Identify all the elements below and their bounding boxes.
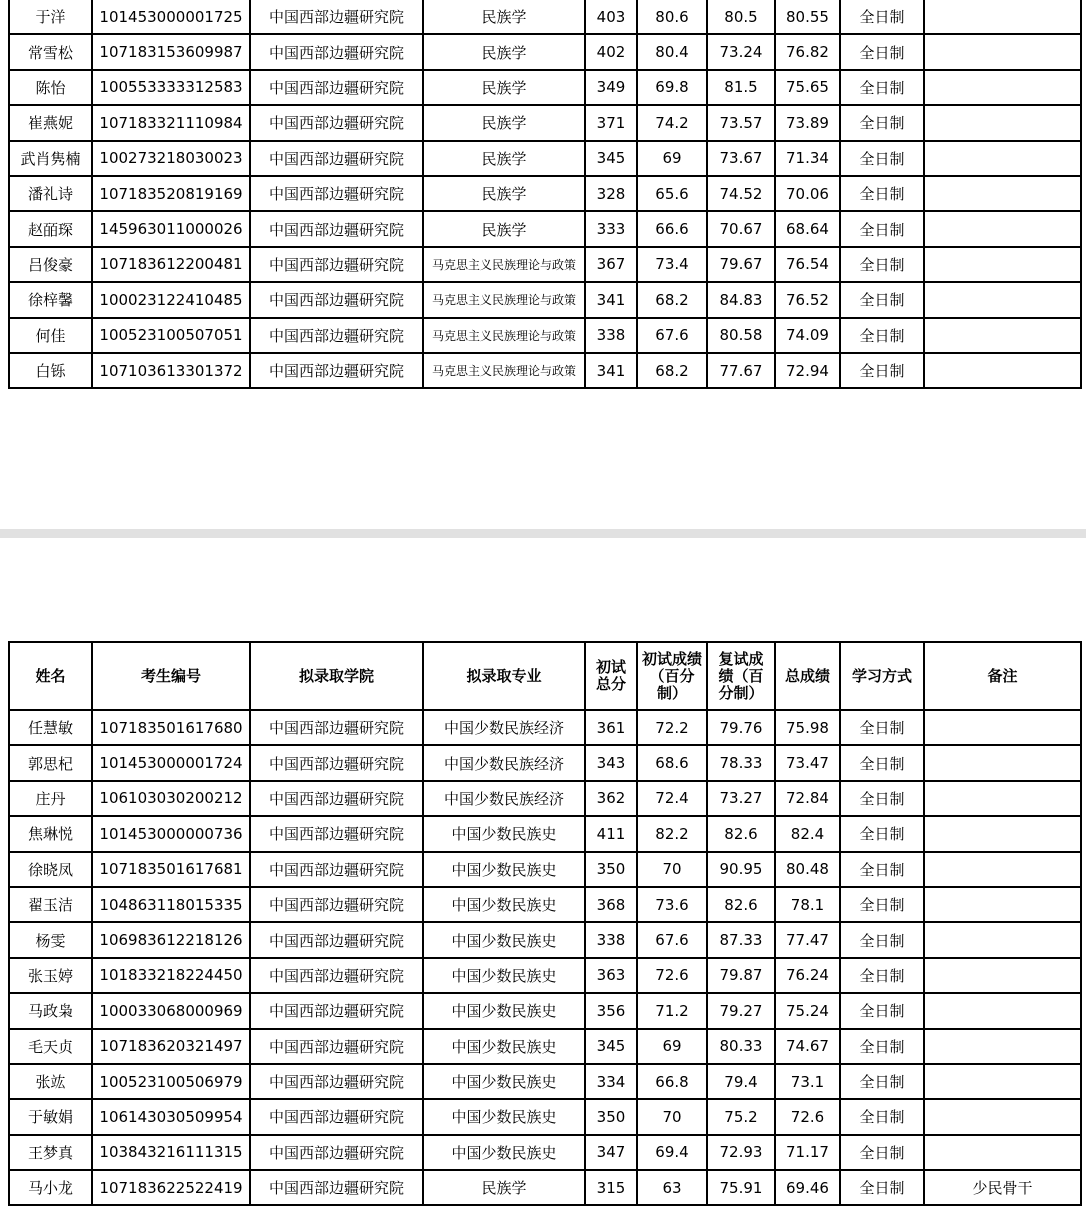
cell-name: 张玉婷 xyxy=(9,958,92,993)
cell-initial-total: 343 xyxy=(585,745,637,780)
cell-study-mode: 全日制 xyxy=(840,176,924,211)
cell-study-mode: 全日制 xyxy=(840,141,924,176)
cell-name: 潘礼诗 xyxy=(9,176,92,211)
table-row xyxy=(9,1064,1081,1099)
cell-initial-total: 349 xyxy=(585,70,637,105)
cell-total-score: 80.55 xyxy=(775,0,840,34)
cell-name: 于敏娟 xyxy=(9,1099,92,1134)
cell-retest-score: 73.67 xyxy=(707,141,775,176)
header-initial-score: 初试成绩（百分制） xyxy=(637,642,707,710)
cell-initial-total: 315 xyxy=(585,1170,637,1205)
cell-name: 翟玉洁 xyxy=(9,887,92,922)
cell-exam-id: 107183321110984 xyxy=(92,105,250,140)
cell-study-mode: 全日制 xyxy=(840,318,924,353)
cell-college: 中国西部边疆研究院 xyxy=(250,105,423,140)
cell-exam-id: 145963011000026 xyxy=(92,211,250,246)
cell-name: 崔燕妮 xyxy=(9,105,92,140)
cell-retest-score: 90.95 xyxy=(707,852,775,887)
cell-exam-id: 107103613301372 xyxy=(92,353,250,388)
cell-initial-score: 68.2 xyxy=(637,282,707,317)
cell-exam-id: 100523100507051 xyxy=(92,318,250,353)
cell-study-mode: 全日制 xyxy=(840,1135,924,1170)
cell-study-mode: 全日制 xyxy=(840,211,924,246)
cell-initial-score: 70 xyxy=(637,852,707,887)
cell-remarks xyxy=(924,958,1081,993)
cell-study-mode: 全日制 xyxy=(840,34,924,69)
cell-name: 常雪松 xyxy=(9,34,92,69)
header-exam-id: 考生编号 xyxy=(92,642,250,710)
cell-name: 白铄 xyxy=(9,353,92,388)
cell-initial-score: 67.6 xyxy=(637,922,707,957)
cell-major: 民族学 xyxy=(423,211,585,246)
table-row xyxy=(9,282,1081,317)
table-row xyxy=(9,887,1081,922)
cell-initial-score: 73.6 xyxy=(637,887,707,922)
cell-remarks xyxy=(924,176,1081,211)
cell-total-score: 75.24 xyxy=(775,993,840,1028)
cell-total-score: 71.17 xyxy=(775,1135,840,1170)
cell-retest-score: 82.6 xyxy=(707,816,775,851)
cell-total-score: 73.47 xyxy=(775,745,840,780)
cell-study-mode: 全日制 xyxy=(840,710,924,745)
header-study-mode: 学习方式 xyxy=(840,642,924,710)
cell-initial-total: 338 xyxy=(585,922,637,957)
cell-remarks xyxy=(924,993,1081,1028)
cell-total-score: 73.1 xyxy=(775,1064,840,1099)
cell-study-mode: 全日制 xyxy=(840,745,924,780)
cell-college: 中国西部边疆研究院 xyxy=(250,710,423,745)
cell-total-score: 69.46 xyxy=(775,1170,840,1205)
cell-study-mode: 全日制 xyxy=(840,993,924,1028)
table-header-row xyxy=(9,642,1081,710)
table-row xyxy=(9,318,1081,353)
cell-name: 马小龙 xyxy=(9,1170,92,1205)
cell-initial-total: 362 xyxy=(585,781,637,816)
cell-college: 中国西部边疆研究院 xyxy=(250,34,423,69)
table-row xyxy=(9,922,1081,957)
cell-initial-score: 70 xyxy=(637,1099,707,1134)
cell-retest-score: 74.52 xyxy=(707,176,775,211)
table-row xyxy=(9,745,1081,780)
cell-major: 马克思主义民族理论与政策 xyxy=(423,353,585,388)
cell-total-score: 75.98 xyxy=(775,710,840,745)
cell-remarks: 少民骨干 xyxy=(924,1170,1081,1205)
cell-retest-score: 82.6 xyxy=(707,887,775,922)
cell-college: 中国西部边疆研究院 xyxy=(250,745,423,780)
cell-initial-total: 350 xyxy=(585,1099,637,1134)
cell-college: 中国西部边疆研究院 xyxy=(250,1170,423,1205)
cell-retest-score: 75.91 xyxy=(707,1170,775,1205)
cell-college: 中国西部边疆研究院 xyxy=(250,247,423,282)
cell-major: 中国少数民族史 xyxy=(423,958,585,993)
cell-college: 中国西部边疆研究院 xyxy=(250,958,423,993)
cell-major: 民族学 xyxy=(423,0,585,34)
cell-retest-score: 70.67 xyxy=(707,211,775,246)
cell-college: 中国西部边疆研究院 xyxy=(250,141,423,176)
cell-remarks xyxy=(924,710,1081,745)
cell-initial-total: 367 xyxy=(585,247,637,282)
cell-initial-score: 68.2 xyxy=(637,353,707,388)
cell-initial-score: 71.2 xyxy=(637,993,707,1028)
cell-remarks xyxy=(924,922,1081,957)
table-row xyxy=(9,993,1081,1028)
admission-table-bottom-body xyxy=(9,710,1081,1205)
table-row xyxy=(9,176,1081,211)
cell-retest-score: 78.33 xyxy=(707,745,775,780)
cell-major: 中国少数民族史 xyxy=(423,922,585,957)
cell-remarks xyxy=(924,141,1081,176)
cell-college: 中国西部边疆研究院 xyxy=(250,781,423,816)
cell-exam-id: 107183501617680 xyxy=(92,710,250,745)
admission-table-bottom xyxy=(8,641,1082,1206)
cell-major: 民族学 xyxy=(423,70,585,105)
cell-college: 中国西部边疆研究院 xyxy=(250,993,423,1028)
cell-study-mode: 全日制 xyxy=(840,887,924,922)
cell-college: 中国西部边疆研究院 xyxy=(250,70,423,105)
cell-total-score: 75.65 xyxy=(775,70,840,105)
cell-initial-score: 80.4 xyxy=(637,34,707,69)
cell-initial-score: 73.4 xyxy=(637,247,707,282)
cell-initial-score: 69 xyxy=(637,141,707,176)
header-retest-score: 复试成绩（百分制） xyxy=(707,642,775,710)
cell-total-score: 72.6 xyxy=(775,1099,840,1134)
cell-college: 中国西部边疆研究院 xyxy=(250,318,423,353)
cell-exam-id: 107183620321497 xyxy=(92,1029,250,1064)
cell-total-score: 80.48 xyxy=(775,852,840,887)
cell-study-mode: 全日制 xyxy=(840,816,924,851)
cell-college: 中国西部边疆研究院 xyxy=(250,176,423,211)
cell-college: 中国西部边疆研究院 xyxy=(250,1029,423,1064)
cell-name: 任慧敏 xyxy=(9,710,92,745)
cell-initial-score: 80.6 xyxy=(637,0,707,34)
cell-remarks xyxy=(924,816,1081,851)
cell-retest-score: 79.67 xyxy=(707,247,775,282)
cell-exam-id: 101833218224450 xyxy=(92,958,250,993)
cell-study-mode: 全日制 xyxy=(840,0,924,34)
cell-major: 中国少数民族经济 xyxy=(423,745,585,780)
header-total-score: 总成绩 xyxy=(775,642,840,710)
cell-initial-total: 403 xyxy=(585,0,637,34)
cell-college: 中国西部边疆研究院 xyxy=(250,852,423,887)
cell-total-score: 74.67 xyxy=(775,1029,840,1064)
cell-major: 中国少数民族经济 xyxy=(423,781,585,816)
cell-study-mode: 全日制 xyxy=(840,958,924,993)
cell-major: 民族学 xyxy=(423,176,585,211)
cell-name: 王梦真 xyxy=(9,1135,92,1170)
cell-name: 杨雯 xyxy=(9,922,92,957)
cell-retest-score: 87.33 xyxy=(707,922,775,957)
table-row xyxy=(9,353,1081,388)
cell-initial-score: 66.6 xyxy=(637,211,707,246)
cell-study-mode: 全日制 xyxy=(840,781,924,816)
cell-major: 中国少数民族经济 xyxy=(423,710,585,745)
cell-major: 中国少数民族史 xyxy=(423,1064,585,1099)
cell-exam-id: 101453000001724 xyxy=(92,745,250,780)
cell-name: 马政枭 xyxy=(9,993,92,1028)
cell-major: 马克思主义民族理论与政策 xyxy=(423,282,585,317)
cell-name: 徐梓馨 xyxy=(9,282,92,317)
cell-remarks xyxy=(924,1099,1081,1134)
cell-major: 中国少数民族史 xyxy=(423,1029,585,1064)
cell-total-score: 76.82 xyxy=(775,34,840,69)
cell-initial-total: 341 xyxy=(585,353,637,388)
cell-initial-score: 69.4 xyxy=(637,1135,707,1170)
cell-exam-id: 107183501617681 xyxy=(92,852,250,887)
cell-major: 民族学 xyxy=(423,105,585,140)
cell-total-score: 71.34 xyxy=(775,141,840,176)
cell-exam-id: 103843216111315 xyxy=(92,1135,250,1170)
cell-retest-score: 73.57 xyxy=(707,105,775,140)
cell-initial-total: 328 xyxy=(585,176,637,211)
cell-initial-score: 68.6 xyxy=(637,745,707,780)
cell-retest-score: 80.58 xyxy=(707,318,775,353)
cell-remarks xyxy=(924,0,1081,34)
cell-initial-total: 334 xyxy=(585,1064,637,1099)
cell-remarks xyxy=(924,70,1081,105)
cell-total-score: 73.89 xyxy=(775,105,840,140)
table-row xyxy=(9,1170,1081,1205)
cell-study-mode: 全日制 xyxy=(840,1064,924,1099)
cell-retest-score: 72.93 xyxy=(707,1135,775,1170)
cell-name: 于洋 xyxy=(9,0,92,34)
cell-initial-total: 411 xyxy=(585,816,637,851)
cell-initial-total: 368 xyxy=(585,887,637,922)
table-row xyxy=(9,816,1081,851)
cell-college: 中国西部边疆研究院 xyxy=(250,1064,423,1099)
header-major: 拟录取专业 xyxy=(423,642,585,710)
cell-study-mode: 全日制 xyxy=(840,1029,924,1064)
cell-retest-score: 79.87 xyxy=(707,958,775,993)
cell-name: 吕俊豪 xyxy=(9,247,92,282)
cell-retest-score: 80.33 xyxy=(707,1029,775,1064)
cell-name: 徐晓凤 xyxy=(9,852,92,887)
cell-exam-id: 100553333312583 xyxy=(92,70,250,105)
cell-exam-id: 106143030509954 xyxy=(92,1099,250,1134)
cell-remarks xyxy=(924,105,1081,140)
cell-study-mode: 全日制 xyxy=(840,282,924,317)
cell-initial-total: 338 xyxy=(585,318,637,353)
cell-total-score: 77.47 xyxy=(775,922,840,957)
cell-initial-total: 345 xyxy=(585,141,637,176)
cell-initial-score: 82.2 xyxy=(637,816,707,851)
cell-college: 中国西部边疆研究院 xyxy=(250,887,423,922)
cell-remarks xyxy=(924,353,1081,388)
cell-total-score: 72.94 xyxy=(775,353,840,388)
cell-major: 民族学 xyxy=(423,34,585,69)
cell-name: 陈怡 xyxy=(9,70,92,105)
cell-initial-total: 371 xyxy=(585,105,637,140)
cell-initial-score: 72.2 xyxy=(637,710,707,745)
cell-study-mode: 全日制 xyxy=(840,852,924,887)
cell-college: 中国西部边疆研究院 xyxy=(250,922,423,957)
cell-retest-score: 79.27 xyxy=(707,993,775,1028)
cell-initial-score: 67.6 xyxy=(637,318,707,353)
cell-name: 赵皕琛 xyxy=(9,211,92,246)
cell-exam-id: 104863118015335 xyxy=(92,887,250,922)
cell-name: 庄丹 xyxy=(9,781,92,816)
header-remarks: 备注 xyxy=(924,642,1081,710)
cell-remarks xyxy=(924,745,1081,780)
cell-study-mode: 全日制 xyxy=(840,353,924,388)
cell-exam-id: 106103030200212 xyxy=(92,781,250,816)
cell-study-mode: 全日制 xyxy=(840,1099,924,1134)
cell-retest-score: 84.83 xyxy=(707,282,775,317)
cell-total-score: 70.06 xyxy=(775,176,840,211)
cell-study-mode: 全日制 xyxy=(840,922,924,957)
table-row xyxy=(9,70,1081,105)
cell-retest-score: 73.27 xyxy=(707,781,775,816)
cell-initial-score: 66.8 xyxy=(637,1064,707,1099)
cell-total-score: 76.52 xyxy=(775,282,840,317)
cell-total-score: 82.4 xyxy=(775,816,840,851)
cell-college: 中国西部边疆研究院 xyxy=(250,0,423,34)
cell-retest-score: 80.5 xyxy=(707,0,775,34)
cell-retest-score: 79.76 xyxy=(707,710,775,745)
cell-retest-score: 81.5 xyxy=(707,70,775,105)
cell-initial-total: 347 xyxy=(585,1135,637,1170)
cell-remarks xyxy=(924,211,1081,246)
cell-major: 中国少数民族史 xyxy=(423,887,585,922)
cell-total-score: 76.54 xyxy=(775,247,840,282)
cell-major: 中国少数民族史 xyxy=(423,1135,585,1170)
cell-exam-id: 100273218030023 xyxy=(92,141,250,176)
cell-total-score: 68.64 xyxy=(775,211,840,246)
page-separator xyxy=(0,529,1086,538)
cell-remarks xyxy=(924,1064,1081,1099)
cell-total-score: 72.84 xyxy=(775,781,840,816)
cell-major: 马克思主义民族理论与政策 xyxy=(423,318,585,353)
cell-college: 中国西部边疆研究院 xyxy=(250,211,423,246)
cell-initial-total: 350 xyxy=(585,852,637,887)
cell-exam-id: 107183612200481 xyxy=(92,247,250,282)
table-row xyxy=(9,0,1081,34)
table-row xyxy=(9,247,1081,282)
admission-table-top xyxy=(8,0,1082,389)
table-row xyxy=(9,1135,1081,1170)
cell-name: 何佳 xyxy=(9,318,92,353)
cell-name: 张竑 xyxy=(9,1064,92,1099)
cell-retest-score: 79.4 xyxy=(707,1064,775,1099)
cell-initial-total: 345 xyxy=(585,1029,637,1064)
cell-exam-id: 107183153609987 xyxy=(92,34,250,69)
cell-initial-score: 72.4 xyxy=(637,781,707,816)
cell-initial-score: 69.8 xyxy=(637,70,707,105)
cell-college: 中国西部边疆研究院 xyxy=(250,1099,423,1134)
table-row xyxy=(9,34,1081,69)
admission-table-top-body xyxy=(9,0,1081,388)
table-row xyxy=(9,781,1081,816)
cell-exam-id: 101453000000736 xyxy=(92,816,250,851)
cell-remarks xyxy=(924,318,1081,353)
header-name: 姓名 xyxy=(9,642,92,710)
cell-major: 中国少数民族史 xyxy=(423,993,585,1028)
cell-exam-id: 101453000001725 xyxy=(92,0,250,34)
cell-remarks xyxy=(924,887,1081,922)
cell-initial-total: 341 xyxy=(585,282,637,317)
cell-remarks xyxy=(924,247,1081,282)
cell-exam-id: 106983612218126 xyxy=(92,922,250,957)
cell-name: 焦琳悦 xyxy=(9,816,92,851)
cell-remarks xyxy=(924,34,1081,69)
cell-exam-id: 107183622522419 xyxy=(92,1170,250,1205)
cell-name: 毛天贞 xyxy=(9,1029,92,1064)
cell-major: 民族学 xyxy=(423,141,585,176)
cell-college: 中国西部边疆研究院 xyxy=(250,282,423,317)
cell-exam-id: 100523100506979 xyxy=(92,1064,250,1099)
cell-remarks xyxy=(924,1135,1081,1170)
cell-college: 中国西部边疆研究院 xyxy=(250,816,423,851)
cell-initial-score: 65.6 xyxy=(637,176,707,211)
cell-initial-total: 361 xyxy=(585,710,637,745)
cell-major: 马克思主义民族理论与政策 xyxy=(423,247,585,282)
cell-initial-total: 402 xyxy=(585,34,637,69)
cell-initial-score: 72.6 xyxy=(637,958,707,993)
header-initial-total: 初试总分 xyxy=(585,642,637,710)
cell-initial-total: 356 xyxy=(585,993,637,1028)
cell-retest-score: 73.24 xyxy=(707,34,775,69)
cell-name: 郭思杞 xyxy=(9,745,92,780)
cell-major: 中国少数民族史 xyxy=(423,852,585,887)
cell-study-mode: 全日制 xyxy=(840,105,924,140)
cell-remarks xyxy=(924,781,1081,816)
cell-study-mode: 全日制 xyxy=(840,1170,924,1205)
cell-remarks xyxy=(924,852,1081,887)
cell-initial-total: 333 xyxy=(585,211,637,246)
cell-retest-score: 77.67 xyxy=(707,353,775,388)
cell-initial-total: 363 xyxy=(585,958,637,993)
cell-retest-score: 75.2 xyxy=(707,1099,775,1134)
cell-exam-id: 100023122410485 xyxy=(92,282,250,317)
header-college: 拟录取学院 xyxy=(250,642,423,710)
cell-major: 中国少数民族史 xyxy=(423,816,585,851)
cell-study-mode: 全日制 xyxy=(840,247,924,282)
cell-initial-score: 63 xyxy=(637,1170,707,1205)
cell-name: 武肖隽楠 xyxy=(9,141,92,176)
cell-major: 民族学 xyxy=(423,1170,585,1205)
cell-exam-id: 107183520819169 xyxy=(92,176,250,211)
cell-total-score: 74.09 xyxy=(775,318,840,353)
table-row xyxy=(9,211,1081,246)
cell-exam-id: 100033068000969 xyxy=(92,993,250,1028)
table-row xyxy=(9,710,1081,745)
table-row xyxy=(9,958,1081,993)
cell-remarks xyxy=(924,1029,1081,1064)
cell-initial-score: 74.2 xyxy=(637,105,707,140)
table-row xyxy=(9,141,1081,176)
cell-college: 中国西部边疆研究院 xyxy=(250,353,423,388)
cell-total-score: 76.24 xyxy=(775,958,840,993)
table-row xyxy=(9,1099,1081,1134)
table-row xyxy=(9,1029,1081,1064)
cell-major: 中国少数民族史 xyxy=(423,1099,585,1134)
cell-study-mode: 全日制 xyxy=(840,70,924,105)
table-row xyxy=(9,852,1081,887)
cell-total-score: 78.1 xyxy=(775,887,840,922)
table-row xyxy=(9,105,1081,140)
cell-initial-score: 69 xyxy=(637,1029,707,1064)
cell-college: 中国西部边疆研究院 xyxy=(250,1135,423,1170)
cell-remarks xyxy=(924,282,1081,317)
